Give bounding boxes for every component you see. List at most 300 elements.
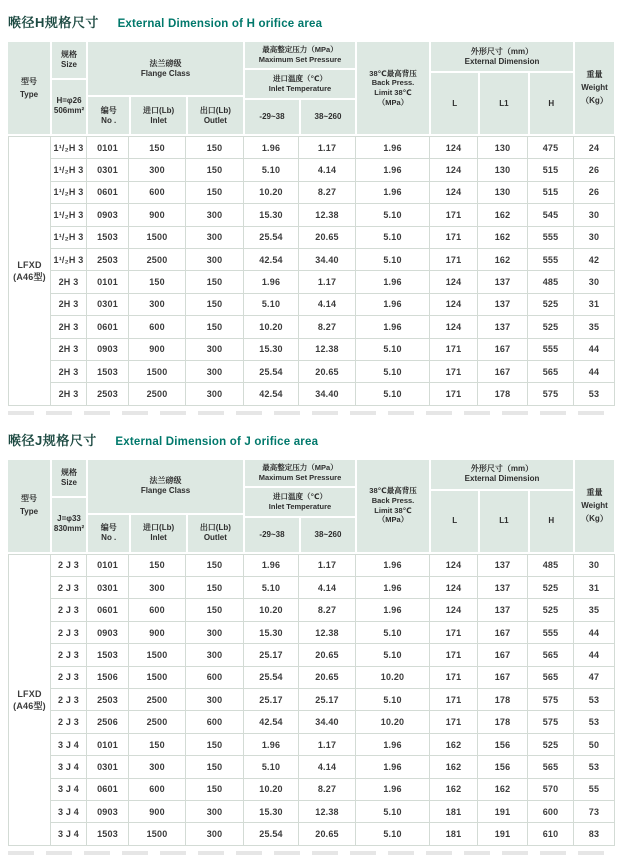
data-cell: 1.96 (356, 733, 430, 755)
data-cell: 130 (478, 159, 528, 181)
data-cell: 150 (186, 316, 244, 338)
col-header-max-set-pressure: 最高整定压力（MPa） Maximum Set Pressure (245, 460, 355, 488)
data-cell: 300 (186, 248, 244, 270)
data-cell: 2 J 3 (51, 644, 87, 666)
data-cell: 30 (574, 554, 615, 576)
data-cell: 0601 (87, 778, 129, 800)
col-header-temp-range-1: -29~38 (245, 518, 299, 552)
data-cell: 2 J 3 (51, 577, 87, 599)
data-cell: 34.40 (299, 383, 356, 405)
data-cell: 300 (186, 204, 244, 226)
data-cell: 0601 (87, 599, 129, 621)
col-header-no: 编号 No . (88, 97, 129, 134)
size-label-zh: 规格 (61, 467, 77, 477)
scan-artifact-divider (8, 851, 614, 855)
data-cell: 570 (528, 778, 574, 800)
data-cell: 5.10 (244, 756, 299, 778)
data-cell: 181 (430, 800, 478, 822)
data-cell: 124 (430, 554, 478, 576)
data-cell: 3 J 4 (51, 778, 87, 800)
type-label-line: (A46型) (13, 700, 46, 711)
data-cell: 20.65 (299, 823, 356, 845)
data-cell: 171 (430, 666, 478, 688)
col-header-type-zh: 型号 (21, 76, 37, 86)
h-orifice-table (8, 136, 615, 406)
data-cell: 124 (430, 599, 478, 621)
data-cell: 124 (430, 577, 478, 599)
data-cell: 300 (129, 159, 186, 181)
col-header-L1: L1 (478, 73, 527, 134)
section-title-j (8, 424, 620, 452)
spec-row (9, 226, 615, 248)
data-cell: 150 (186, 293, 244, 315)
col-header-external-dimension: 外形尺寸（mm） External Dimension (431, 42, 573, 73)
col-header-type (8, 460, 50, 552)
data-cell: 53 (574, 383, 615, 405)
table-header (8, 460, 614, 552)
data-cell: 150 (129, 137, 186, 159)
data-cell: 565 (528, 666, 574, 688)
spec-row (9, 577, 615, 599)
data-cell: 1.96 (356, 159, 430, 181)
spec-row (9, 159, 615, 181)
data-cell: 1¹/₂H 3 (51, 248, 87, 270)
data-cell: 2500 (129, 711, 186, 733)
data-cell: 575 (528, 689, 574, 711)
data-cell: 171 (430, 689, 478, 711)
data-cell: 12.38 (299, 621, 356, 643)
data-cell: 156 (478, 733, 528, 755)
data-cell: 167 (478, 621, 528, 643)
data-cell: 900 (129, 338, 186, 360)
data-cell: 25.17 (244, 689, 299, 711)
data-cell: 0903 (87, 621, 129, 643)
size-spec-line2: 830mm² (53, 523, 85, 533)
col-header-size (52, 460, 86, 498)
type-label-line: LFXD (17, 259, 42, 270)
data-cell: 0101 (87, 271, 129, 293)
data-cell: 1.96 (356, 316, 430, 338)
section-title-en: External Dimension of H orifice area (117, 18, 323, 30)
data-cell: 2 J 3 (51, 666, 87, 688)
data-cell: 3 J 4 (51, 823, 87, 845)
col-header-flange (88, 42, 243, 97)
data-cell: 1500 (129, 644, 186, 666)
flange-subheaders (88, 97, 243, 134)
data-cell: 42.54 (244, 711, 299, 733)
data-cell: 1.96 (356, 599, 430, 621)
data-cell: 25.17 (299, 689, 356, 711)
data-cell: 300 (129, 756, 186, 778)
data-cell: 8.27 (299, 599, 356, 621)
col-header-max-set-pressure: 最高整定压力（MPa） Maximum Set Pressure (245, 42, 355, 70)
spec-row (9, 711, 615, 733)
data-cell: 26 (574, 159, 615, 181)
data-cell: 8.27 (299, 316, 356, 338)
spec-row (9, 621, 615, 643)
data-cell: 8.27 (299, 181, 356, 203)
data-cell: 167 (478, 338, 528, 360)
spec-row (9, 137, 615, 159)
data-cell: 150 (186, 137, 244, 159)
data-cell: 171 (430, 204, 478, 226)
data-cell: 575 (528, 383, 574, 405)
data-cell: 5.10 (356, 800, 430, 822)
data-cell: 73 (574, 800, 615, 822)
data-cell: 2500 (129, 248, 186, 270)
data-cell: 162 (430, 756, 478, 778)
data-cell: 20.65 (299, 644, 356, 666)
data-cell: 600 (528, 800, 574, 822)
data-cell: 25.54 (244, 226, 299, 248)
data-cell: 162 (478, 778, 528, 800)
data-cell: 1500 (129, 226, 186, 248)
data-cell: 1.96 (356, 554, 430, 576)
data-cell: 171 (430, 226, 478, 248)
data-cell: 25.54 (244, 360, 299, 382)
data-cell: 1500 (129, 823, 186, 845)
data-cell: 124 (430, 316, 478, 338)
data-cell: 5.10 (244, 577, 299, 599)
data-cell: 10.20 (244, 181, 299, 203)
spec-row (9, 666, 615, 688)
col-header-back-pressure: 38℃最高背压 Back Press. Limit 38℃ （MPa） (355, 42, 429, 134)
data-cell: 0903 (87, 204, 129, 226)
data-cell: 1500 (129, 666, 186, 688)
data-cell: 1503 (87, 226, 129, 248)
spec-row (9, 644, 615, 666)
data-cell: 150 (186, 756, 244, 778)
spec-row (9, 733, 615, 755)
data-cell: 191 (478, 823, 528, 845)
data-cell: 150 (186, 599, 244, 621)
data-cell: 47 (574, 666, 615, 688)
data-cell: 5.10 (356, 338, 430, 360)
data-cell: 0101 (87, 137, 129, 159)
data-cell: 2503 (87, 689, 129, 711)
data-cell: 2506 (87, 711, 129, 733)
data-cell: 900 (129, 204, 186, 226)
data-cell: 171 (430, 644, 478, 666)
col-header-pressure-group (243, 42, 355, 134)
data-cell: 2H 3 (51, 383, 87, 405)
dimension-subheaders (431, 73, 573, 134)
data-cell: 2500 (129, 689, 186, 711)
data-cell: 565 (528, 756, 574, 778)
spec-row (9, 823, 615, 845)
data-cell: 171 (430, 338, 478, 360)
data-cell: 137 (478, 316, 528, 338)
data-cell: 5.10 (356, 204, 430, 226)
data-cell: 5.10 (356, 689, 430, 711)
data-cell: 31 (574, 577, 615, 599)
data-cell: 10.20 (244, 599, 299, 621)
data-cell: 1.96 (356, 137, 430, 159)
data-cell: 150 (186, 159, 244, 181)
data-cell: 25.54 (244, 823, 299, 845)
h-orifice-rows (9, 137, 615, 406)
data-cell: 3 J 4 (51, 733, 87, 755)
data-cell: 5.10 (356, 383, 430, 405)
dimension-subheaders (431, 491, 573, 552)
data-cell: 565 (528, 644, 574, 666)
data-cell: 300 (186, 621, 244, 643)
spec-row (9, 271, 615, 293)
spec-row (9, 181, 615, 203)
size-spec-line2: 506mm² (53, 106, 85, 115)
data-cell: 15.30 (244, 800, 299, 822)
data-cell: 4.14 (299, 577, 356, 599)
data-cell: 44 (574, 621, 615, 643)
data-cell: 167 (478, 360, 528, 382)
data-cell: 1¹/₂H 3 (51, 181, 87, 203)
data-cell: 171 (430, 383, 478, 405)
col-header-external-dimension-group (429, 42, 573, 134)
data-cell: 162 (478, 226, 528, 248)
data-cell: 1.96 (356, 577, 430, 599)
j-orifice-table (8, 554, 615, 846)
data-cell: 178 (478, 383, 528, 405)
data-cell: 150 (186, 554, 244, 576)
spec-row (9, 293, 615, 315)
data-cell: 485 (528, 554, 574, 576)
data-cell: 600 (129, 778, 186, 800)
data-cell: 1¹/₂H 3 (51, 159, 87, 181)
j-orifice-rows (9, 554, 615, 845)
size-spec-line1: H=φ26 (56, 96, 82, 105)
data-cell: 1503 (87, 823, 129, 845)
data-cell: 2500 (129, 383, 186, 405)
data-cell: 1¹/₂H 3 (51, 137, 87, 159)
table-header (8, 42, 614, 134)
data-cell: 1.96 (244, 733, 299, 755)
data-cell: 525 (528, 577, 574, 599)
data-cell: 525 (528, 316, 574, 338)
col-header-outlet: 出口(Lb) Outlet (186, 515, 243, 552)
data-cell: 167 (478, 666, 528, 688)
type-label-line: (A46型) (13, 271, 46, 282)
flange-label-zh: 法兰磅级 (149, 476, 182, 486)
data-cell: 5.10 (356, 823, 430, 845)
data-cell: 5.10 (356, 644, 430, 666)
data-cell: 2H 3 (51, 293, 87, 315)
data-cell: 53 (574, 689, 615, 711)
col-header-type-en: Type (19, 89, 39, 99)
col-header-size (52, 42, 86, 80)
col-header-back-pressure: 38℃最高背压 Back Press. Limit 38℃ （MPa） (355, 460, 429, 552)
data-cell: 137 (478, 271, 528, 293)
data-cell: 42.54 (244, 383, 299, 405)
data-cell: 1500 (129, 360, 186, 382)
col-header-weight: 重量 Weight （Kg） (573, 460, 614, 552)
data-cell: 0301 (87, 159, 129, 181)
data-cell: 525 (528, 599, 574, 621)
data-cell: 53 (574, 711, 615, 733)
data-cell: 0301 (87, 756, 129, 778)
data-cell: 5.10 (356, 360, 430, 382)
data-cell: 150 (129, 271, 186, 293)
data-cell: 300 (186, 689, 244, 711)
data-cell: 300 (129, 577, 186, 599)
data-cell: 162 (478, 248, 528, 270)
data-cell: 137 (478, 577, 528, 599)
col-header-type-en: Type (19, 507, 39, 517)
spec-row (9, 316, 615, 338)
section-title-en: External Dimension of J orifice area (115, 435, 319, 448)
data-cell: 2 J 3 (51, 621, 87, 643)
data-cell: 50 (574, 733, 615, 755)
data-cell: 171 (430, 248, 478, 270)
data-cell: 2 J 3 (51, 689, 87, 711)
col-header-H: H (528, 491, 573, 552)
data-cell: 2H 3 (51, 316, 87, 338)
data-cell: 600 (129, 181, 186, 203)
data-cell: 171 (430, 360, 478, 382)
data-cell: 15.30 (244, 204, 299, 226)
temperature-subheaders (245, 518, 355, 552)
data-cell: 1.17 (299, 271, 356, 293)
data-cell: 0101 (87, 554, 129, 576)
data-cell: 0301 (87, 577, 129, 599)
data-cell: 10.20 (356, 666, 430, 688)
data-cell: 124 (430, 293, 478, 315)
spec-row (9, 689, 615, 711)
data-cell: 124 (430, 271, 478, 293)
col-header-external-dimension: 外形尺寸（mm） External Dimension (431, 460, 573, 491)
col-header-flange-group (86, 460, 243, 552)
data-cell: 1¹/₂H 3 (51, 204, 87, 226)
data-cell: 1.96 (244, 137, 299, 159)
data-cell: 600 (129, 316, 186, 338)
data-cell: 150 (186, 733, 244, 755)
data-cell: 0301 (87, 293, 129, 315)
col-header-L: L (431, 491, 478, 552)
data-cell: 4.14 (299, 293, 356, 315)
data-cell: 1506 (87, 666, 129, 688)
spec-row (9, 248, 615, 270)
col-header-size-group (50, 42, 86, 134)
data-cell: 555 (528, 248, 574, 270)
data-cell: 555 (528, 338, 574, 360)
data-cell: 300 (186, 338, 244, 360)
data-cell: 20.65 (299, 226, 356, 248)
data-cell: 12.38 (299, 800, 356, 822)
data-cell: 0903 (87, 800, 129, 822)
data-cell: 137 (478, 293, 528, 315)
col-header-temp-range-2: 38~260 (299, 518, 355, 552)
data-cell: 1.96 (356, 293, 430, 315)
data-cell: 150 (186, 778, 244, 800)
col-header-size-group (50, 460, 86, 552)
data-cell: 42 (574, 248, 615, 270)
spec-row (9, 204, 615, 226)
data-cell: 1503 (87, 644, 129, 666)
data-cell: 24 (574, 137, 615, 159)
col-header-L1: L1 (478, 491, 527, 552)
spec-row (9, 338, 615, 360)
data-cell: 2 J 3 (51, 554, 87, 576)
spec-row (9, 756, 615, 778)
data-cell: 2 J 3 (51, 599, 87, 621)
col-header-type-zh: 型号 (21, 494, 37, 504)
data-cell: 565 (528, 360, 574, 382)
data-cell: 300 (186, 226, 244, 248)
data-cell: 2503 (87, 248, 129, 270)
data-cell: 1.17 (299, 733, 356, 755)
data-cell: 34.40 (299, 248, 356, 270)
spec-row (9, 800, 615, 822)
col-header-size-spec (52, 498, 86, 550)
data-cell: 15.30 (244, 621, 299, 643)
data-cell: 130 (478, 181, 528, 203)
size-label-en: Size (60, 477, 77, 487)
data-cell: 162 (430, 733, 478, 755)
data-cell: 8.27 (299, 778, 356, 800)
data-cell: 10.20 (244, 316, 299, 338)
data-cell: 0601 (87, 316, 129, 338)
type-label-cell (9, 137, 51, 406)
data-cell: 1.96 (356, 181, 430, 203)
data-cell: 300 (186, 360, 244, 382)
data-cell: 300 (186, 800, 244, 822)
data-cell: 300 (186, 644, 244, 666)
size-label-en: Size (60, 60, 77, 69)
data-cell: 900 (129, 621, 186, 643)
data-cell: 1.96 (244, 554, 299, 576)
data-cell: 53 (574, 756, 615, 778)
col-header-size-spec (52, 80, 86, 132)
data-cell: 300 (129, 293, 186, 315)
data-cell: 545 (528, 204, 574, 226)
data-cell: 2 J 3 (51, 711, 87, 733)
data-cell: 171 (430, 621, 478, 643)
data-cell: 137 (478, 554, 528, 576)
data-cell: 162 (478, 204, 528, 226)
data-cell: 181 (430, 823, 478, 845)
data-cell: 3 J 4 (51, 756, 87, 778)
data-cell: 156 (478, 756, 528, 778)
data-cell: 31 (574, 293, 615, 315)
data-cell: 1.17 (299, 554, 356, 576)
data-cell: 2503 (87, 383, 129, 405)
data-cell: 150 (129, 554, 186, 576)
data-cell: 555 (528, 226, 574, 248)
data-cell: 5.10 (244, 293, 299, 315)
data-cell: 4.14 (299, 159, 356, 181)
data-cell: 124 (430, 137, 478, 159)
data-cell: 12.38 (299, 204, 356, 226)
section-title-h (8, 6, 620, 34)
data-cell: 0101 (87, 733, 129, 755)
data-cell: 15.30 (244, 338, 299, 360)
data-cell: 5.10 (356, 621, 430, 643)
data-cell: 12.38 (299, 338, 356, 360)
data-cell: 55 (574, 778, 615, 800)
col-header-temp-range-1: -29~38 (245, 100, 299, 134)
col-header-flange (88, 460, 243, 515)
col-header-temp-range-2: 38~260 (299, 100, 355, 134)
col-header-inlet: 进口(Lb) Inlet (129, 97, 185, 134)
data-cell: 20.65 (299, 666, 356, 688)
data-cell: 130 (478, 137, 528, 159)
col-header-outlet: 出口(Lb) Outlet (186, 97, 243, 134)
data-cell: 1.17 (299, 137, 356, 159)
h-orifice-section (8, 6, 620, 415)
data-cell: 2H 3 (51, 338, 87, 360)
data-cell: 162 (430, 778, 478, 800)
section-title-zh: 喉径H规格尺寸 (8, 15, 99, 30)
data-cell: 525 (528, 293, 574, 315)
